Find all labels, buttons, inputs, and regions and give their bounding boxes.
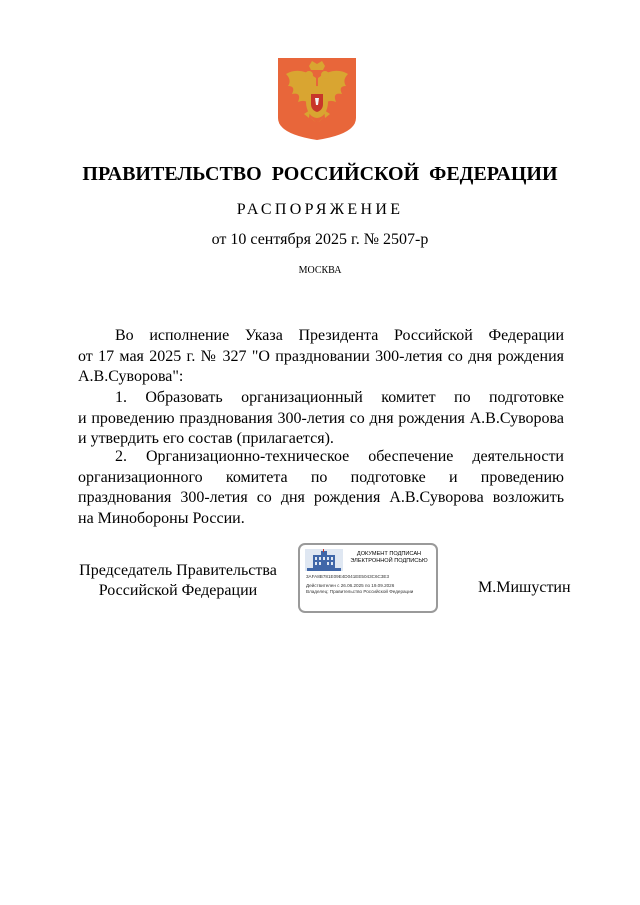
electronic-signature-stamp: [298, 543, 438, 613]
paragraph-item-1: [78, 388, 564, 450]
text-line: Во исполнение Указа Президента Российской Федерации: [115, 327, 564, 344]
government-building-icon: [305, 549, 343, 571]
document-type: РАСПОРЯЖЕНИЕ: [236, 201, 404, 218]
signer-title: [78, 561, 278, 600]
text-line: 1. Образовать организационный комитет по подготовке: [115, 389, 564, 406]
text-line: и проведению празднования 300-летия со дня рождения А.В.Суворова: [78, 409, 564, 427]
text-line: А.В.Суворова":: [78, 368, 184, 386]
stamp-heading: [346, 551, 432, 565]
text-line: празднования 300-летия со дня рождения А.В.Суворова возложить: [78, 489, 564, 507]
org-title: ПРАВИТЕЛЬСТВО РОССИЙСКОЙ ФЕДЕРАЦИИ: [82, 163, 558, 185]
signer-title-line: Российской Федерации: [98, 581, 258, 599]
text-line: организационного комитета по подготовке и проведению: [78, 468, 564, 486]
stamp-validity: Действителен с 26.06.2025 по 19.09.2026: [306, 583, 395, 588]
stamp-certificate: 3AFA8B781E09E4D041EE5043C6C3E3: [306, 574, 390, 579]
text-line: от 17 мая 2025 г. № 327 "О праздновании 300-летия со дня рождения: [78, 347, 564, 365]
text-line: 2. Организационно-техническое обеспечение деятельности: [115, 448, 564, 465]
signer-name: М.Мишустин: [478, 579, 571, 596]
stamp-heading-line: ЭЛЕКТРОННОЙ ПОДПИСЬЮ: [350, 558, 428, 564]
paragraph-item-2: [78, 447, 564, 529]
text-line: и утвердить его состав (прилагается).: [78, 430, 334, 448]
russian-coat-of-arms-icon: [276, 56, 358, 142]
stamp-owner: Владелец: Правительство Российской Федерации: [306, 589, 414, 594]
text-line: на Минобороны России.: [78, 509, 245, 527]
stamp-heading-line: ДОКУМЕНТ ПОДПИСАН: [356, 551, 422, 557]
paragraph-preamble: [78, 326, 564, 388]
document-city: МОСКВА: [298, 265, 342, 276]
document-date-number: от 10 сентября 2025 г. № 2507-р: [211, 231, 429, 248]
signer-title-line: Председатель Правительства: [79, 562, 277, 579]
